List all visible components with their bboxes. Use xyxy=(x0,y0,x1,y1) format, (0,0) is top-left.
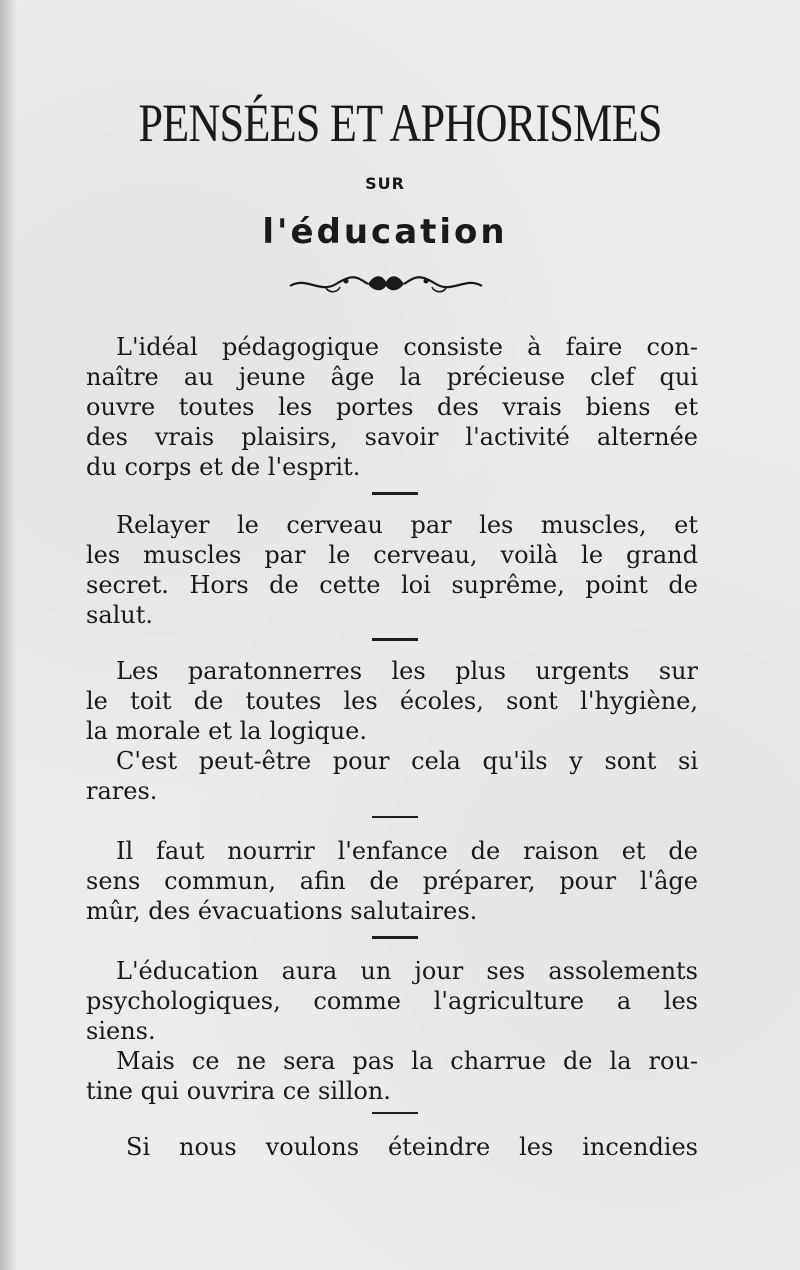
paragraph-3-line-1: Les paratonnerres les plus urgents sur xyxy=(116,657,698,685)
paragraph-1-line-3: ouvre toutes les portes des vrais biens et xyxy=(86,393,698,421)
paragraph-3-line-3: la morale et la logique. xyxy=(86,717,368,745)
decorative-flourish-icon xyxy=(286,272,486,296)
section-divider xyxy=(372,936,418,939)
paragraph-4-line-1: Il faut nourrir l'enfance de raison et de xyxy=(116,837,698,865)
section-divider xyxy=(372,638,418,641)
paragraph-3-line-5: rares. xyxy=(86,777,158,805)
title-connector: SUR xyxy=(365,174,405,193)
paragraph-1-line-1: L'idéal pédagogique consiste à faire con- xyxy=(116,333,698,361)
paragraph-5-line-4: Mais ce ne sera pas la charrue de la rou- xyxy=(116,1047,698,1075)
paragraph-2-line-1: Relayer le cerveau par les muscles, et xyxy=(116,511,698,539)
paragraph-4-line-3: mûr, des évacuations salutaires. xyxy=(86,897,478,925)
paragraph-4-line-2: sens commun, afin de préparer, pour l'âge xyxy=(86,867,698,895)
paragraph-2-line-2: les muscles par le cerveau, voilà le grand xyxy=(86,541,698,569)
section-divider xyxy=(372,816,418,818)
paragraph-1-line-4: des vrais plaisirs, savoir l'activité alternée xyxy=(86,423,698,451)
section-divider xyxy=(372,492,418,495)
page-title: PENSÉES ET APHORISMES xyxy=(138,93,662,153)
paragraph-1-line-5: du corps et de l'esprit. xyxy=(86,453,361,481)
paragraph-2-line-4: salut. xyxy=(86,601,154,629)
page-subtitle: l'éducation xyxy=(262,212,508,252)
paragraph-5-line-5: tine qui ouvrira ce sillon. xyxy=(86,1077,391,1105)
section-divider xyxy=(372,1112,418,1114)
paragraph-5-line-1: L'éducation aura un jour ses assolements xyxy=(116,957,698,985)
paragraph-5-line-2: psychologiques, comme l'agriculture a les xyxy=(86,987,698,1015)
paragraph-3-line-2: le toit de toutes les écoles, sont l'hygiène, xyxy=(86,687,698,715)
paragraph-5-line-3: siens. xyxy=(86,1017,156,1045)
paragraph-6-line-1: Si nous voulons éteindre les incendies xyxy=(126,1133,698,1161)
paragraph-1-line-2: naître au jeune âge la précieuse clef qui xyxy=(86,363,698,391)
paragraph-2-line-3: secret. Hors de cette loi suprême, point de xyxy=(86,571,698,599)
paragraph-3-line-4: C'est peut-être pour cela qu'ils y sont si xyxy=(116,747,698,775)
